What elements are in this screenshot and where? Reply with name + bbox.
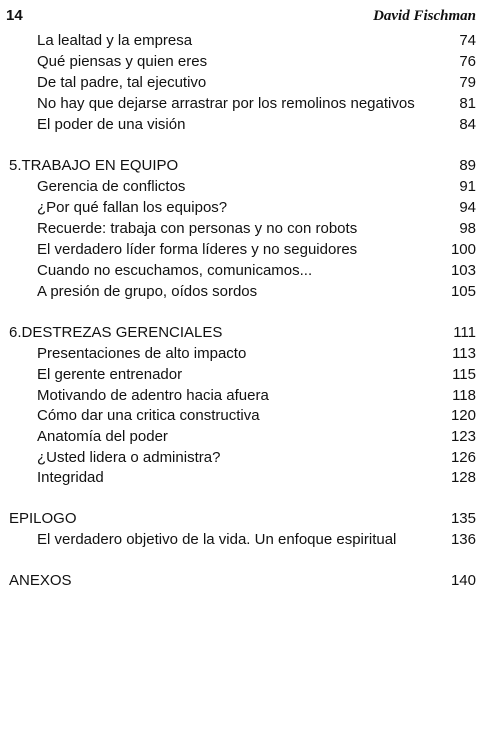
toc-entry-page: 100 <box>450 241 476 258</box>
toc-entry <box>0 51 494 72</box>
toc-entry-page: 123 <box>450 428 476 445</box>
toc-entry-title: Motivando de adentro hacia afuera <box>37 387 269 404</box>
toc-entry-title: Cuando no escuchamos, comunicamos... <box>37 262 313 279</box>
toc-entry-title: Cómo dar una critica constructiva <box>37 407 260 424</box>
toc-entry <box>0 218 494 239</box>
toc-entry-title: El verdadero líder forma líderes y no seguidores <box>37 241 358 258</box>
toc-entry-page: 74 <box>459 32 476 49</box>
toc-entry <box>0 239 494 260</box>
running-header-author: David Fischman <box>373 8 476 24</box>
toc-entry <box>0 30 494 51</box>
page-number: 14 <box>6 7 23 24</box>
toc-entry <box>0 197 494 218</box>
toc-entry <box>0 72 494 93</box>
toc-entry-page: 126 <box>450 449 476 466</box>
toc-entry-title: Recuerde: trabaja con personas y no con robots <box>37 220 358 237</box>
toc-section-page: 140 <box>450 572 476 589</box>
toc-entry <box>0 467 494 488</box>
toc-section-heading <box>0 570 494 591</box>
toc-entry-title: A presión de grupo, oídos sordos <box>37 283 258 300</box>
toc-entry <box>0 343 494 364</box>
toc-entry-page: 91 <box>459 178 476 195</box>
toc-section-title: EPILOGO <box>9 510 77 527</box>
toc-entry <box>0 447 494 468</box>
toc-entry-title: No hay que dejarse arrastrar por los remolinos negativos <box>37 95 415 112</box>
toc-entry <box>0 364 494 385</box>
toc-entry-page: 128 <box>450 469 476 486</box>
toc-entry-page: 84 <box>459 116 476 133</box>
toc-entry-page: 105 <box>450 283 476 300</box>
toc-entry-title: La lealtad y la empresa <box>37 32 193 49</box>
toc-entry-title: Qué piensas y quien eres <box>37 53 208 70</box>
toc-entry-title: El poder de una visión <box>37 116 186 133</box>
toc-entry-title: Integridad <box>37 469 104 486</box>
toc-entry <box>0 385 494 406</box>
toc-entry-page: 113 <box>452 345 476 362</box>
toc-entry <box>0 114 494 135</box>
toc-entry <box>0 529 494 550</box>
toc-entry-title: El verdadero objetivo de la vida. Un enfoque espiritual <box>37 531 397 548</box>
toc-entry <box>0 405 494 426</box>
toc-section-page: 135 <box>450 510 476 527</box>
toc-entry-page: 79 <box>459 74 476 91</box>
toc-entry <box>0 93 494 114</box>
toc-entry-page: 118 <box>452 387 476 404</box>
toc-entry-title: De tal padre, tal ejecutivo <box>37 74 207 91</box>
toc-entry <box>0 176 494 197</box>
toc-section-heading <box>0 508 494 529</box>
toc-entry-title: El gerente entrenador <box>37 366 183 383</box>
toc-entry <box>0 260 494 281</box>
toc-section-page: 111 <box>453 324 476 341</box>
toc-entry-page: 115 <box>452 366 476 383</box>
toc-entry-title: Gerencia de conflictos <box>37 178 186 195</box>
toc-entry-page: 81 <box>459 95 476 112</box>
toc-entry-page: 120 <box>450 407 476 424</box>
toc-section-page: 89 <box>459 157 476 174</box>
toc-entry-page: 103 <box>450 262 476 279</box>
toc-section-title: 6.DESTREZAS GERENCIALES <box>9 324 223 341</box>
toc-entry-title: ¿Usted lidera o administra? <box>37 449 221 466</box>
toc-entry-title: ¿Por qué fallan los equipos? <box>37 199 228 216</box>
toc-section-heading <box>0 155 494 176</box>
toc-entry-page: 98 <box>459 220 476 237</box>
toc-entry <box>0 426 494 447</box>
toc-section-heading <box>0 322 494 343</box>
toc-entry-page: 94 <box>459 199 476 216</box>
toc-entry <box>0 281 494 302</box>
toc-section-title: ANEXOS <box>9 572 72 589</box>
toc-section-title: 5.TRABAJO EN EQUIPO <box>9 157 179 174</box>
toc-entry-page: 76 <box>459 53 476 70</box>
toc-entry-title: Presentaciones de alto impacto <box>37 345 247 362</box>
toc-entry-page: 136 <box>450 531 476 548</box>
toc-entry-title: Anatomía del poder <box>37 428 168 445</box>
